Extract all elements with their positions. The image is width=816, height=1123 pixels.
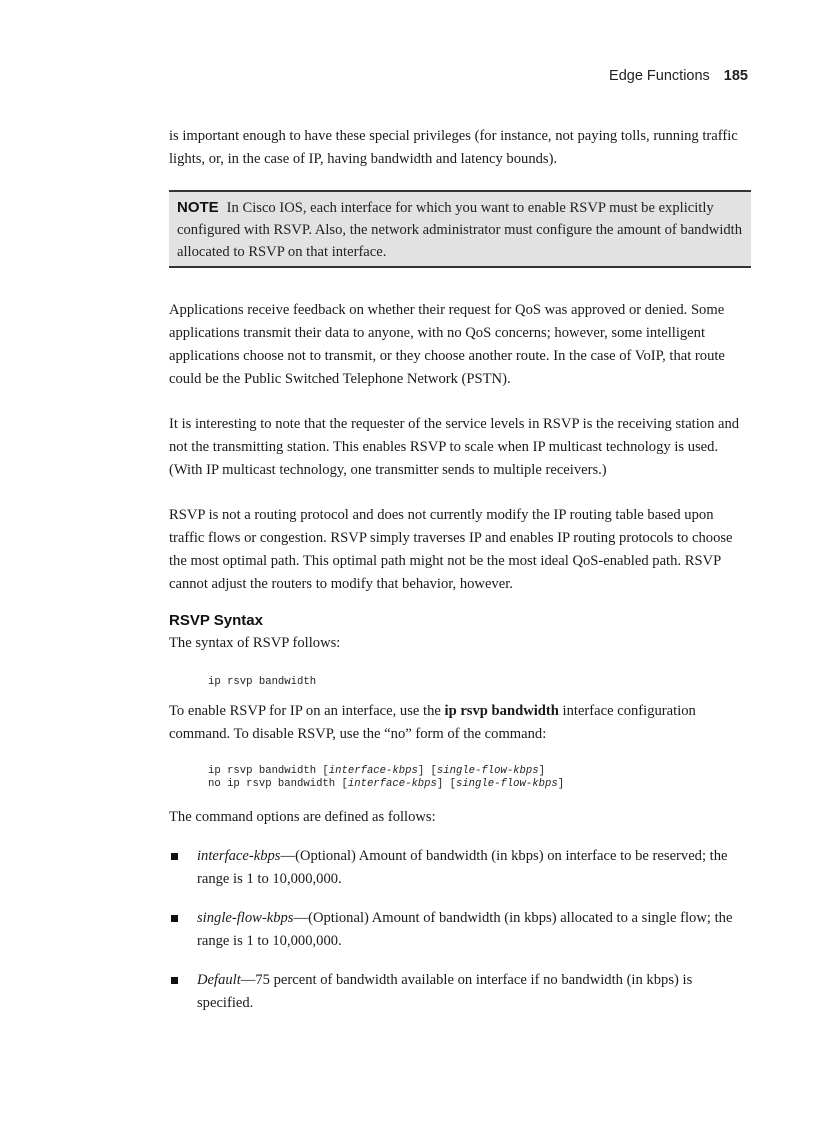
enable-text-after: interface configuration command. To disable RSVP, use the “no” form of the command: bbox=[169, 703, 696, 742]
code-line-enable: ip rsvp bandwidth [interface-kbps] [single-flow-kbps] bbox=[208, 765, 545, 777]
bullet-square-icon bbox=[171, 915, 178, 922]
code-line-disable: no ip rsvp bandwidth [interface-kbps] [single-flow-kbps] bbox=[208, 778, 565, 790]
option-term: single-flow-kbps bbox=[197, 910, 294, 926]
section-title: Edge Functions bbox=[609, 68, 710, 84]
note-label: NOTE bbox=[177, 199, 219, 216]
bullet-square-icon bbox=[171, 853, 178, 860]
code-syntax: ip rsvp bandwidth bbox=[208, 676, 317, 688]
syntax-intro: The syntax of RSVP follows: bbox=[169, 635, 341, 651]
enable-paragraph bbox=[169, 700, 749, 746]
bullet-square-icon bbox=[171, 977, 178, 984]
intro-paragraph: is important enough to have these special privileges (for instance, not paying tolls, running traffic lights, or, in the case of IP, having bandwidth and latency bounds). bbox=[169, 128, 738, 167]
option-description: —(Optional) Amount of bandwidth (in kbps) allocated to a single flow; the range is 1 to 10,000,000. bbox=[197, 910, 733, 949]
note-box bbox=[169, 190, 751, 268]
list-item bbox=[169, 845, 751, 891]
options-list bbox=[169, 845, 751, 1031]
code-block-commands bbox=[208, 765, 564, 791]
option-description: —(Optional) Amount of bandwidth (in kbps) on interface to be reserved; the range is 1 to 10,000,000. bbox=[197, 848, 728, 887]
running-header bbox=[609, 68, 748, 84]
list-item bbox=[169, 907, 751, 953]
option-description: —75 percent of bandwidth available on interface if no bandwidth (in kbps) is specified. bbox=[197, 972, 693, 1011]
section-heading: RSVP Syntax bbox=[169, 612, 263, 629]
options-intro: The command options are defined as follows: bbox=[169, 809, 436, 825]
page-number: 185 bbox=[723, 68, 748, 84]
option-term: interface-kbps bbox=[197, 848, 281, 864]
paragraph-routing: RSVP is not a routing protocol and does not currently modify the IP routing table based upon traffic flows or congestion. RSVP simply traverses IP and enables IP routing protocols to choose the most optimal path. This optimal path might not be the most ideal QoS-enabled path. RSVP cannot adjust the routers to modify that behavior, however. bbox=[169, 507, 733, 592]
list-item bbox=[169, 969, 751, 1015]
option-term: Default bbox=[197, 972, 241, 988]
paragraph-requester: It is interesting to note that the requester of the service levels in RSVP is the receiving station and not the transmitting station. This enables RSVP to scale when IP multicast technology is used. (With IP multicast technology, one transmitter sends to multiple receivers.) bbox=[169, 416, 740, 478]
enable-text-before: To enable RSVP for IP on an interface, use the bbox=[169, 703, 445, 719]
note-text: In Cisco IOS, each interface for which you want to enable RSVP must be explicitly configured with RSVP. Also, the network administrator must configure the amount of bandwidth allocated to RSVP on that interface. bbox=[177, 200, 743, 260]
paragraph-feedback: Applications receive feedback on whether their request for QoS was approved or denied. Some applications transmit their data to anyone, with no QoS concerns; however, some intelligent applications choose not to transmit, or they choose another route. In the case of VoIP, that route could be the Public Switched Telephone Network (PSTN). bbox=[169, 302, 725, 387]
enable-command: ip rsvp bandwidth bbox=[444, 703, 559, 719]
